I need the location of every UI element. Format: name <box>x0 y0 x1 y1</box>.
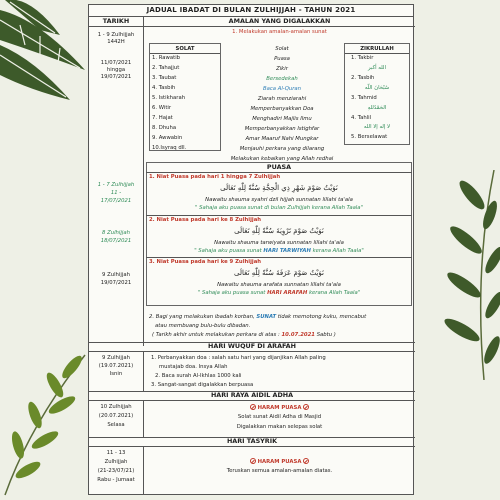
tarikh-header: TARIKH <box>89 16 143 27</box>
niat-2-title: 2. Niat Puasa pada hari ke 8 Zulhijjah <box>149 217 262 223</box>
amalan-item: Solat <box>275 46 289 52</box>
solat-item: 8. Dhuha <box>152 125 177 131</box>
amalan-item: Menjauhi perkara yang dilarang <box>239 146 325 152</box>
niat-3-title: 3. Niat Puasa pada hari ke 9 Zulhijjah <box>149 259 262 265</box>
tasyrik-date-2: Zulhijjah <box>104 459 128 465</box>
puasa-date-3b: 19/07/2021 <box>100 280 132 286</box>
niat-1-arabic: نَوَيْتُ صَوْمَ شَهْرِ ذِي الْحِجَّةِ سُنَّةً لِلّٰهِ تَعَالَى <box>220 184 338 192</box>
aidiladha-date-1: 10 Zulhijjah <box>100 404 132 410</box>
document-title: JADUAL IBADAT DI BULAN ZULHIJJAH - TAHUN 2021 <box>89 5 413 17</box>
niat-3-arabic: نَوَيْتُ صَوْمَ عَرَفَةَ سُنَّةً لِلّٰهِ تَعَالَى <box>234 269 324 277</box>
solat-item: 3. Taubat <box>152 75 177 81</box>
zikir-arabic: سُبْحَانَ اللّه <box>364 85 390 91</box>
tasyrik-date-1: 11 - 13 <box>106 450 126 456</box>
puasa-date-1b: 11 - <box>110 190 122 196</box>
date-top-2: 1442H <box>107 39 125 45</box>
zikir-arabic: الله أكبر <box>368 65 386 71</box>
amalan-item: Menghadiri Majlis Ilmu <box>252 116 312 122</box>
niat-1-title: 1. Niat Puasa pada hari 1 hingga 7 Zulhijjah <box>149 174 281 180</box>
no-entry-icon <box>250 404 256 410</box>
amalan-item: Memperbanyakkan Istighfar <box>244 126 320 132</box>
puasa-date-1c: 17/07/2021 <box>100 198 132 204</box>
solat-item: 1. Rawatib <box>152 55 181 61</box>
aidiladha-item: Solat sunat Aidil Adha di Masjid <box>237 414 322 420</box>
aidiladha-title: HARI RAYA AIDIL ADHA <box>210 391 294 399</box>
wuquf-item: 2. Baca surah Al-Ikhlas 1000 kali <box>155 373 242 379</box>
zikrullah-title: ZIKRULLAH <box>360 46 394 52</box>
solat-item: 6. Witir <box>152 105 172 111</box>
tasyrik-date-3: (21-23/07/21) <box>97 468 135 474</box>
amalan-item: Zikir <box>276 66 288 72</box>
zikir-arabic: الحَمْدُللهِ <box>367 105 387 111</box>
tasyrik-date-4: Rabu - Jumaat <box>97 477 135 483</box>
amalan-header: AMALAN YANG DIGALAKKAN <box>144 16 415 27</box>
zikir-item: 4. Tahlil <box>351 115 372 121</box>
wuquf-item: mustajab doa. Insya Allah <box>159 364 228 370</box>
niat-2-rumi: Nawaitu shauma tarwiyata sunnatan lillahi ta'ala <box>214 240 344 246</box>
no-entry-icon <box>303 404 309 410</box>
wuquf-item: 1. Perbanyakkan doa : salah satu hari yang dijanjikan Allah paling <box>151 355 326 361</box>
solat-item: 7. Hajat <box>152 115 173 121</box>
date-top-3: 11/07/2021 <box>100 60 132 66</box>
niat-1-translation: " Sahaja aku puasa sunat di bulan Zulhijjah kerana Allah Taala" <box>195 205 363 211</box>
amalan-item: Baca Al-Quran <box>262 86 302 92</box>
wuquf-title: HARI WUQUF DI ARAFAH <box>208 342 296 350</box>
aidiladha-date-2: (20.07.2021) <box>98 413 134 419</box>
no-entry-icon <box>303 458 309 464</box>
puasa-date-3: 9 Zulhijjah <box>102 272 130 278</box>
aidiladha-date-3: Selasa <box>107 422 125 428</box>
note-2-line-3: ( Tarikh akhir untuk melakukan perkara di atas : 10.07.2021 Sabtu ) <box>152 332 336 338</box>
solat-title: SOLAT <box>175 46 195 52</box>
wuquf-date-3: Isnin <box>109 371 123 377</box>
amalan-item: Bersedekah <box>266 76 298 82</box>
puasa-title: PUASA <box>266 163 292 171</box>
note-2-line-2: atau membuang bulu-bulu dibadan. <box>155 323 251 329</box>
solat-item: 4. Tasbih <box>152 85 176 91</box>
date-top-4: hingga <box>106 67 126 73</box>
aidiladha-item: Digalakkan makan selepas solat <box>236 424 323 430</box>
amalan-sunat-heading: 1. Melakukan amalan-amalan sunat <box>232 29 327 35</box>
amalan-item: Puasa <box>274 56 290 62</box>
tasyrik-haram-puasa: HARAM PUASA <box>144 458 415 465</box>
solat-item: 5. Istikharah <box>152 95 186 101</box>
puasa-date-2b: 18/07/2021 <box>100 238 132 244</box>
note-2-line-1: 2. Bagi yang melakukan ibadah korban, SUNAT tidak memotong kuku, mencabut <box>149 314 367 320</box>
aidiladha-haram-puasa: HARAM PUASA <box>144 404 415 411</box>
palm-leaf-top-left <box>0 0 90 110</box>
amalan-item: Melakukan kebaikan yang Allah redhai <box>230 156 334 162</box>
zikir-item: 5. Berselawat <box>351 134 388 140</box>
solat-item: 10.Isyraq dll. <box>152 145 187 151</box>
solat-item: 2. Tahajjut <box>152 65 180 71</box>
schedule-document <box>88 4 414 495</box>
zikir-item: 2. Tasbih <box>351 75 375 81</box>
amalan-item: Ziarah menziarahi <box>257 96 307 102</box>
wuquf-date-1: 9 Zulhijjah <box>102 355 130 361</box>
olive-branch-bottom-left <box>0 345 90 500</box>
amalan-item: Amar Maaruf Nahi Mungkar <box>245 136 319 142</box>
wuquf-date-2: (19.07.2021) <box>98 363 134 369</box>
date-top-1: 1 - 9 Zulhijjah <box>97 32 135 38</box>
solat-item: 9. Awwabin <box>152 135 183 141</box>
niat-2-arabic: نَوَيْتُ صَوْمَ تَرْوِيَةَ سُنَّةً لِلّٰهِ تَعَالَى <box>234 227 324 235</box>
puasa-date-2: 8 Zulhijjah <box>102 230 130 236</box>
no-entry-icon <box>250 458 256 464</box>
zikir-item: 3. Tahmid <box>351 95 377 101</box>
tasyrik-item: Teruskan semua amalan-amalan diatas. <box>226 468 333 474</box>
olive-branch-right <box>414 170 500 380</box>
niat-3-rumi: Nawaitu shauma arafata sunnatan lillahi ta'ala <box>217 282 341 288</box>
zikir-item: 1. Takbir <box>351 55 374 61</box>
amalan-item: Memperbanyakkan Doa <box>250 106 314 112</box>
niat-1-rumi: Nawaitu shauma syahri dzil hijjah sunnatan lillahi ta'ala <box>205 197 353 203</box>
wuquf-item: 3. Sangat-sangat digalakkan berpuasa <box>151 382 254 388</box>
date-top-5: 19/07/2021 <box>100 74 132 80</box>
zikir-arabic: لا إله إلا الله <box>363 124 391 130</box>
puasa-date-1: 1 - 7 Zulhijjah <box>97 182 135 188</box>
tasyrik-title: HARI TASYRIK <box>226 437 278 445</box>
niat-2-translation: " Sahaja aku puasa sunat HARI TARWIYAH kerana Allah Taala" <box>194 248 364 254</box>
niat-3-translation: " Sahaja aku puasa sunat HARI ARAFAH kerana Allah Taala" <box>197 290 361 296</box>
